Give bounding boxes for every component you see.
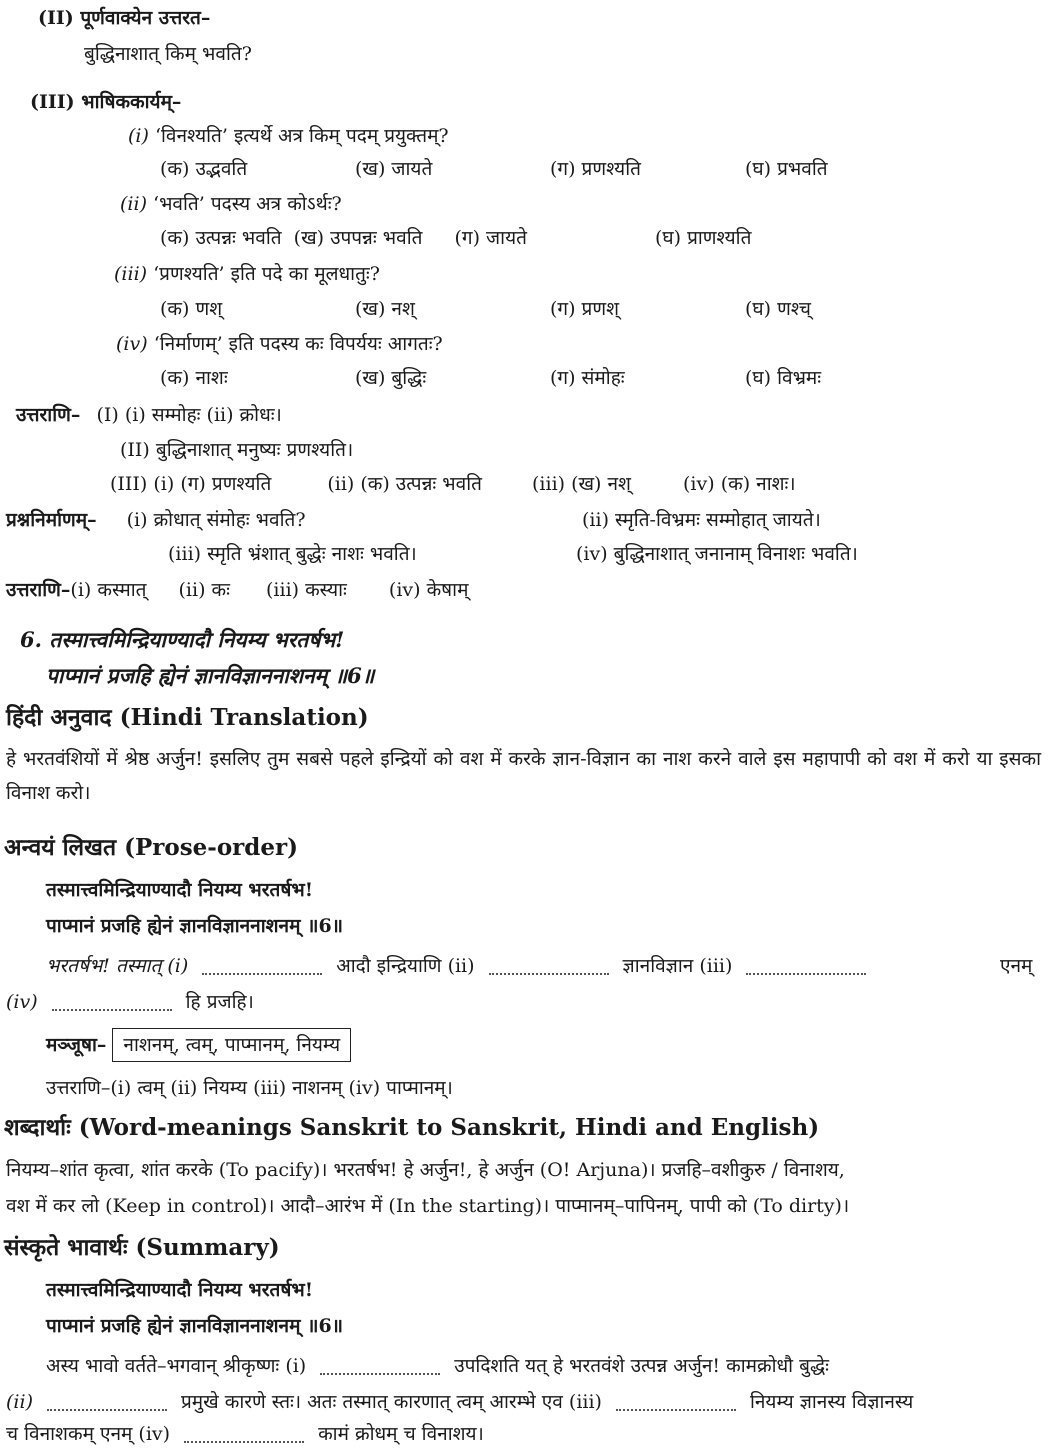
option: (घ) णश्च् — [745, 298, 811, 320]
option: (ग) प्रणश् — [550, 298, 620, 320]
question-2-options — [160, 224, 751, 252]
blank — [616, 1395, 736, 1411]
word-meanings-heading: शब्दार्थाः (Word-meanings Sanskrit to Sanskrit, Hindi and English) — [4, 1114, 820, 1141]
blank — [184, 1427, 304, 1443]
section-ii-heading: (II) पूर्णवाक्येन उत्तरत– — [38, 7, 211, 29]
question-formation-row-1: प्रश्ननिर्माणम्– (i) क्रोधात् संमोहः भवति? — [6, 509, 306, 531]
hindi-translation-heading: हिंदी अनुवाद (Hindi Translation) — [6, 704, 369, 731]
word-box-words: नाशनम्, त्वम्, पाप्मानम्, नियम्य — [112, 1028, 351, 1062]
prose-order-fill-line-2: (iv) हि प्रजहि। — [6, 991, 254, 1013]
summary-verse-2: पाप्मानं प्रजहि ह्येनं ज्ञानविज्ञाननाशनम् ॥6॥ — [46, 1315, 344, 1337]
question-1-options — [160, 155, 828, 183]
option: (क) उत्पन्नः भवति — [160, 227, 282, 249]
option: (घ) विभ्रमः — [745, 367, 822, 389]
option: (ख) नश् — [355, 298, 415, 320]
blank — [52, 995, 172, 1011]
question-formation-ii: (ii) स्मृति-विभ्रमः सम्मोहात् जायते। — [582, 509, 821, 531]
option: (ग) संमोहः — [550, 367, 625, 389]
word-meanings-line-1: नियम्य–शांत कृत्वा, शांत करके (To pacify)। भरतर्षभ! हे अर्जुन!, हे अर्जुन (O! Arjuna)। प्रजहि–वशीकुरु / विनाशय, — [6, 1159, 845, 1181]
prose-order-verse-1: तस्मात्त्वमिन्द्रियाण्यादौ नियम्य भरतर्षभ! — [46, 879, 314, 901]
blank — [746, 959, 866, 975]
option: (क) नाशः — [160, 367, 228, 389]
question-3: (iii) ‘प्रणश्यति’ इति पदे का मूलधातुः? — [114, 263, 380, 285]
option: (ख) जायते — [355, 158, 433, 180]
verse-6-line-2: पाप्मानं प्रजहि ह्येनं ज्ञानविज्ञाननाशनम् ॥6॥ — [46, 663, 375, 688]
answers-block-1: उत्तराणि– (I) (i) सम्मोहः (ii) क्रोधः। — [16, 404, 282, 426]
prose-order-verse-2: पाप्मानं प्रजहि ह्येनं ज्ञानविज्ञाननाशनम् ॥6॥ — [46, 915, 344, 937]
verse-6-line-1: 6. तस्मात्त्वमिन्द्रियाण्यादौ नियम्य भरतर्षभ! — [20, 627, 345, 652]
summary-line-2: (ii) प्रमुखे कारणे स्तः। अतः तस्मात् कारणात् त्वम् आरम्भे एव (iii) नियम्य ज्ञानस्य विज्ञानस्य — [6, 1391, 914, 1413]
summary-heading: संस्कृते भावार्थः (Summary) — [4, 1234, 280, 1261]
option: (घ) प्राणश्यति — [654, 227, 752, 249]
blank — [47, 1395, 167, 1411]
option: (ग) प्रणश्यति — [550, 158, 641, 180]
summary-verse-1: तस्मात्त्वमिन्द्रियाण्यादौ नियम्य भरतर्षभ! — [46, 1279, 314, 1301]
answers-block-2: उत्तराणि–(i) कस्मात् (ii) कः (iii) कस्याः (iv) केषाम् — [6, 579, 469, 601]
question-3-options — [160, 295, 811, 323]
summary-line-3: च विनाशकम् एनम् (iv) कामं क्रोधम् च विनाशय। — [6, 1423, 484, 1445]
blank — [320, 1359, 440, 1375]
prose-order-enam: एनम् — [1000, 955, 1033, 977]
section-ii-question: बुद्धिनाशात् किम् भवति? — [84, 43, 252, 65]
prose-order-heading: अन्वयं लिखत (Prose-order) — [4, 834, 299, 861]
question-1: (i) ‘विनश्यति’ इत्यर्थे अत्र किम् पदम् प्रयुक्तम्? — [128, 125, 449, 147]
prose-order-answers: उत्तराणि–(i) त्वम् (ii) नियम्य (iii) नाशनम् (iv) पाप्मानम्। — [46, 1077, 453, 1099]
summary-line-1: अस्य भावो वर्तते–भगवान् श्रीकृष्णः (i) उपदिशति यत् हे भरतवंशे उत्पन्न अर्जुन! कामक्रोधौ बुद्धेः — [46, 1355, 830, 1377]
question-4: (iv) ‘निर्माणम्’ इति पदस्य कः विपर्ययः आगतः? — [116, 333, 443, 355]
question-4-options — [160, 364, 821, 392]
question-2: (ii) ‘भवति’ पदस्य अत्र कोऽर्थः? — [120, 193, 342, 215]
option: (ख) बुद्धिः — [355, 367, 427, 389]
section-iii-heading: (III) भाषिककार्यम्– — [30, 91, 182, 113]
prose-order-fill-line-1: भरतर्षभ! तस्मात् (i) आदौ इन्द्रियाणि (ii) ज्ञानविज्ञान (iii) — [46, 952, 880, 980]
blank — [202, 959, 322, 975]
word-meanings-line-2: वश में कर लो (Keep in control)। आदौ–आरंभ में (In the starting)। पाप्मानम्–पापिनम्, पापी को (To dirty)। — [6, 1195, 850, 1217]
answers-block-1-line3: (III) (i) (ग) प्रणश्यति (ii) (क) उत्पन्नः भवति (iii) (ख) नश् (iv) (क) नाशः। — [110, 473, 796, 495]
blank — [489, 959, 609, 975]
option: (ख) उपपन्नः भवति — [293, 227, 423, 249]
question-formation-iv: (iv) बुद्धिनाशात् जनानाम् विनाशः भवति। — [576, 543, 858, 565]
hindi-translation-text: हे भरतवंशियों में श्रेष्ठ अर्जुन! इसलिए तुम सबसे पहले इन्द्रियों को वश में करके ज्ञान-विज्ञान का नाश करने वाले इस महापापी को वश में करो या इसका विनाश करो। — [6, 748, 1041, 804]
question-formation-iii: (iii) स्मृति भ्रंशात् बुद्धेः नाशः भवति। — [168, 543, 417, 565]
word-box: मञ्जूषा– नाशनम्, त्वम्, पाप्मानम्, नियम्य — [46, 1028, 351, 1062]
option: (ग) जायते — [454, 227, 527, 249]
answers-block-1-line2: (II) बुद्धिनाशात् मनुष्यः प्रणश्यति। — [120, 439, 354, 461]
option: (घ) प्रभवति — [745, 158, 828, 180]
option: (क) णश् — [160, 298, 223, 320]
option: (क) उद्भवति — [160, 158, 248, 180]
